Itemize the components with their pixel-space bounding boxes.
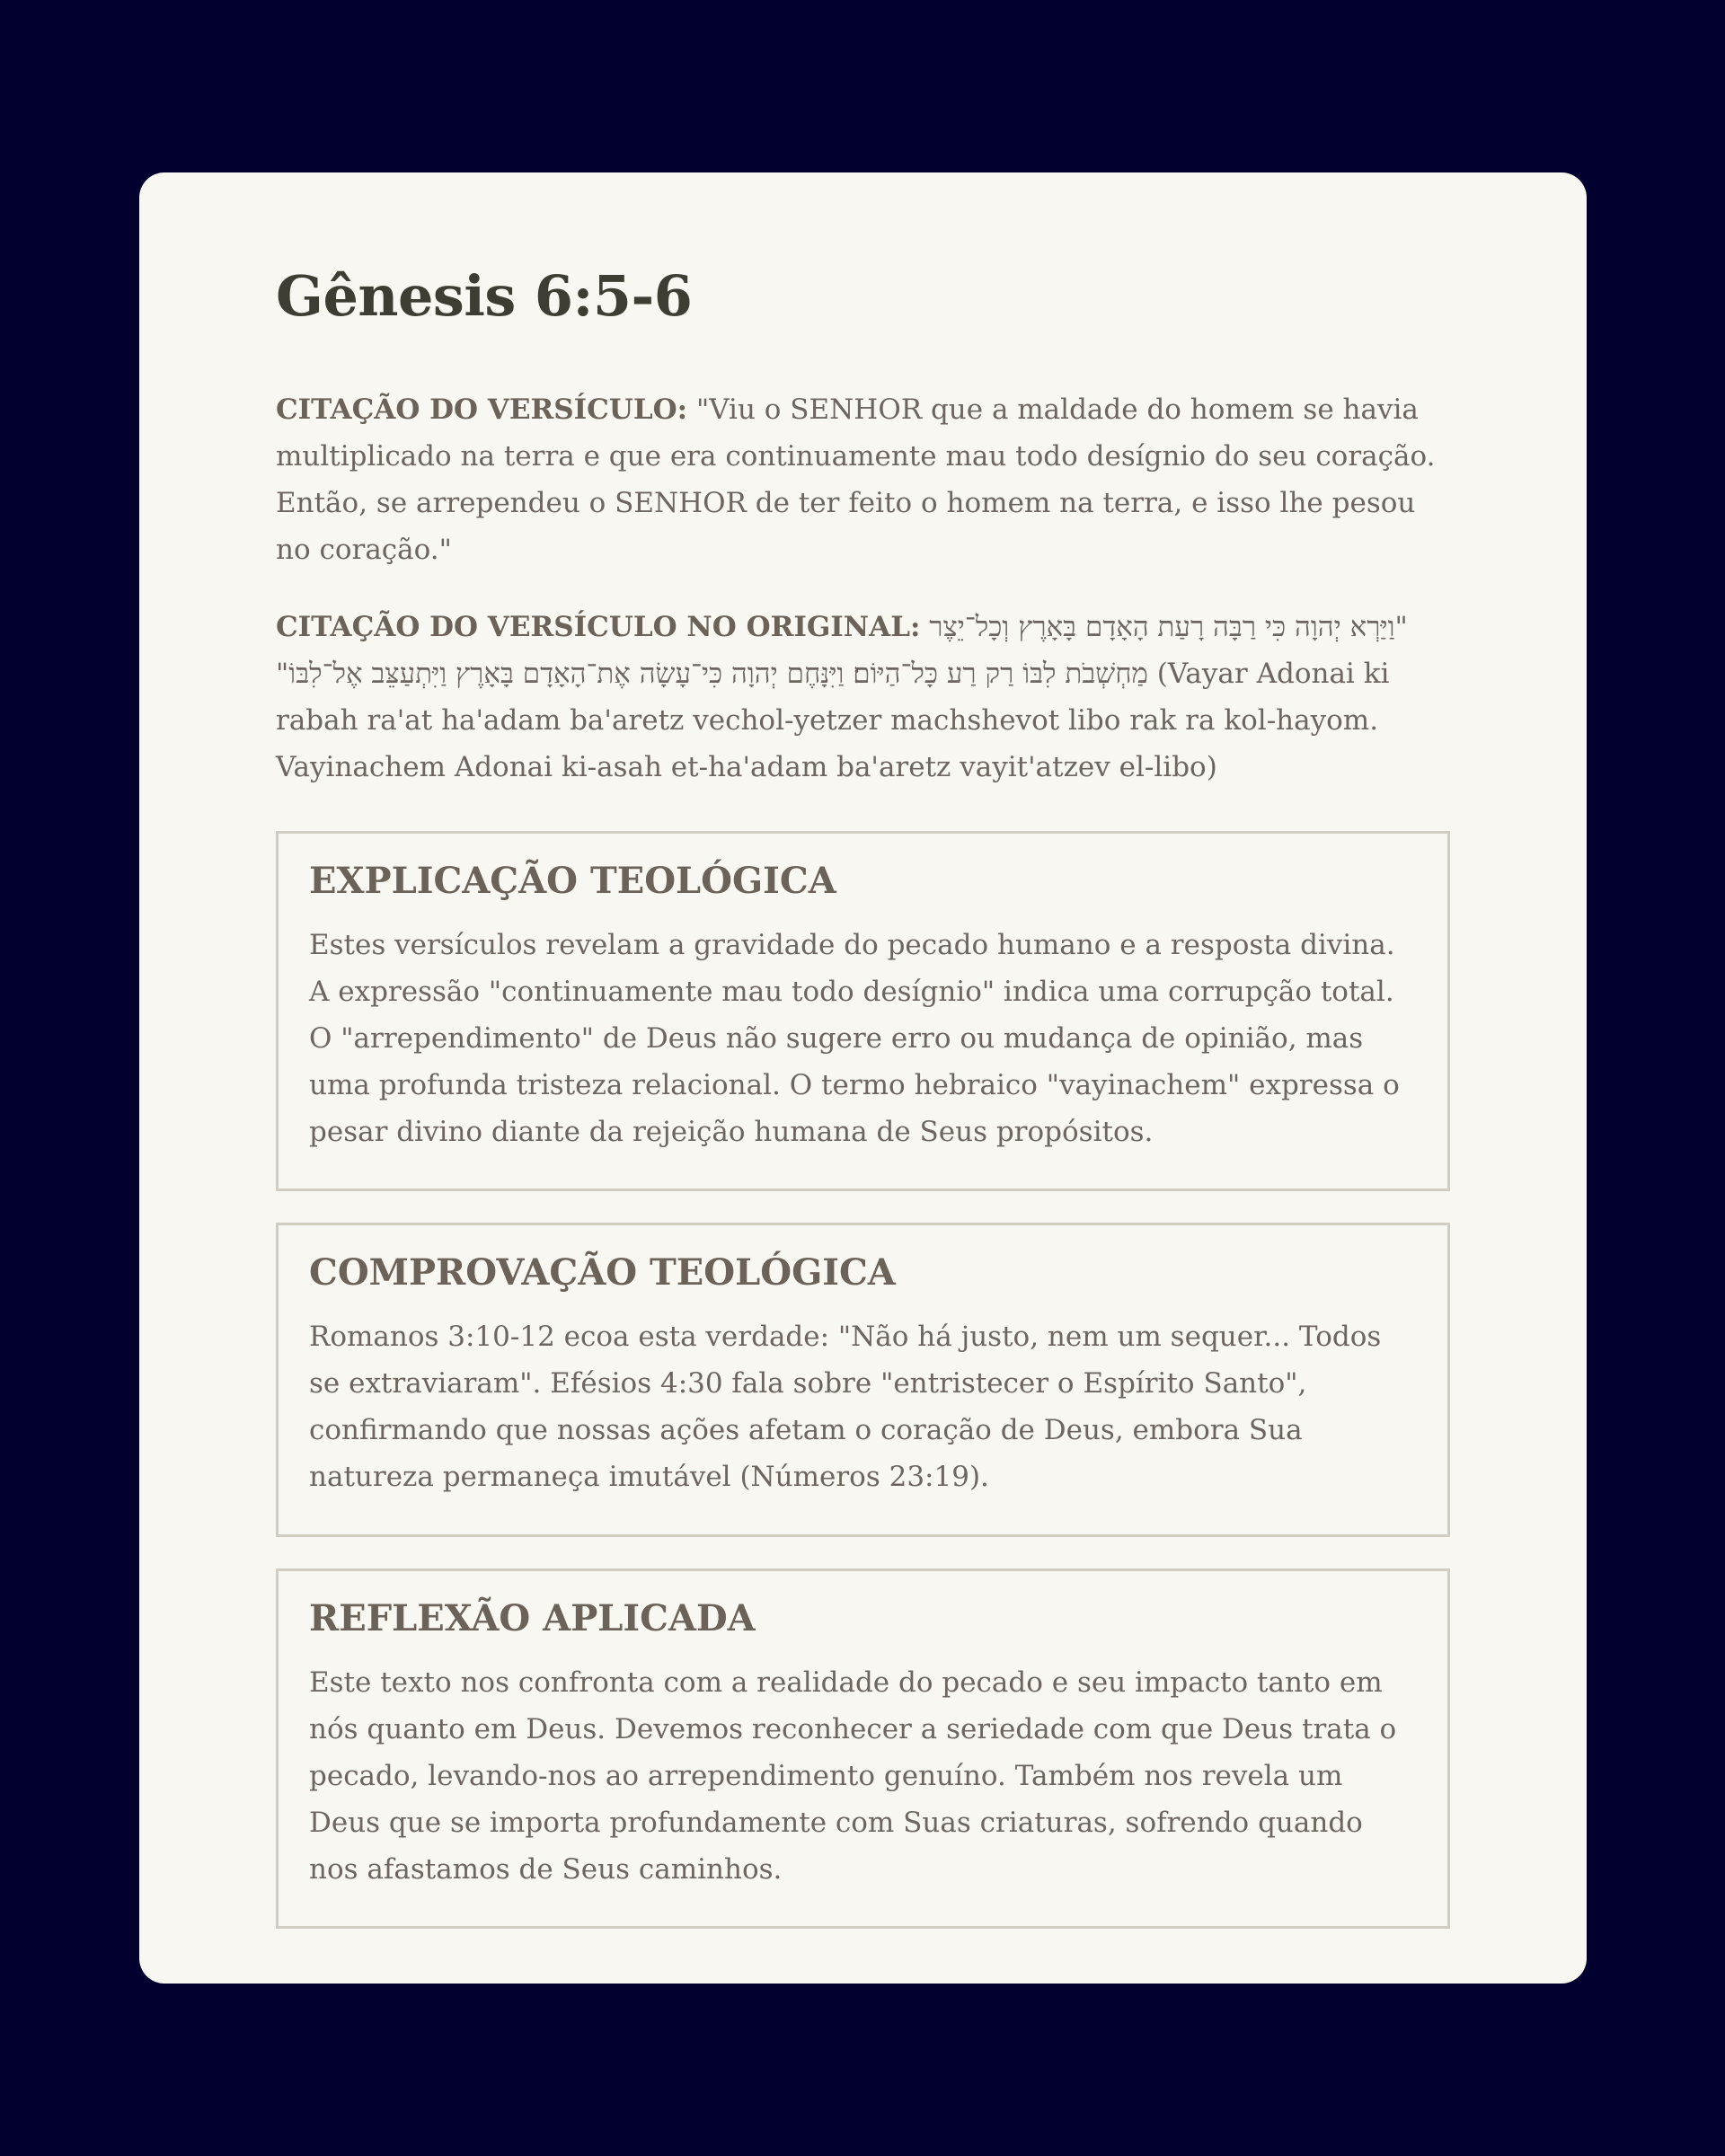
section-applied-reflection (276, 1568, 1450, 1929)
content-card (139, 172, 1587, 1984)
page-title: Gênesis 6:5-6 (276, 263, 693, 329)
hebrew-text: "וַיַּרְא יְהוָה כִּי רַבָּה רָעַת הָאָדָם בָּאָרֶץ וְכָל־יֵצֶר מַחְשְׁבֹת לִבּוֹ רַק רַע כָּל־הַיּוֹם׃ וַיִּנָּחֶם יְהוָה כִּי־עָשָׂה אֶת־הָאָדָם בָּאָרֶץ וַיִּתְעַצֵּב אֶל־לִבּוֹ" (276, 611, 1408, 690)
verse-citation-text: "Viu o SENHOR que a maldade do homem se havia multiplicado na terra e que era continuamente mau todo desígnio do seu coração. Então, se arrependeu o SENHOR de ter feito o homem na terra, e isso lhe pesou no coração." (276, 393, 1436, 566)
section-body: Romanos 3:10-12 ecoa esta verdade: "Não há justo, nem um sequer... Todos se extraviaram". Efésios 4:30 fala sobre "entristecer o Espírito Santo", confirmando que nossas ações afetam o coração de Deus, embora Sua natureza permaneça imutável (Números 23:19). (309, 1321, 1382, 1493)
section-body: Estes versículos revelam a gravidade do pecado humano e a resposta divina. A expressão "continuamente mau todo desígnio" indica uma corrupção total. O "arrependimento" de Deus não sugere erro ou mudança de opinião, mas uma profunda tristeza relacional. O termo hebraico "vayinachem" expressa o pesar divino diante da rejeição humana de Seus propósitos. (309, 929, 1400, 1148)
transliteration-text: (Vayar Adonai ki rabah ra'at ha'adam ba'aretz vechol-yetzer machshevot libo rak ra kol-hayom. Vayinachem Adonai ki-asah et-ha'adam ba'aretz vayit'atzev el-libo) (276, 658, 1390, 783)
original-citation (276, 604, 1450, 791)
original-citation-label: CITAÇÃO DO VERSÍCULO NO ORIGINAL: (276, 611, 921, 643)
section-title: REFLEXÃO APLICADA (309, 1597, 756, 1639)
section-title: COMPROVAÇÃO TEOLÓGICA (309, 1251, 896, 1294)
verse-citation (276, 386, 1450, 573)
section-title: EXPLICAÇÃO TEOLÓGICA (309, 860, 836, 902)
section-body: Este texto nos confronta com a realidade do pecado e seu impacto tanto em nós quanto em Deus. Devemos reconhecer a seriedade com que Deus trata o pecado, levando-nos ao arrependimento genuíno. Também nos revela um Deus que se importa profundamente com Suas criaturas, sofrendo quando nos afastamos de Seus caminhos. (309, 1666, 1397, 1886)
section-theological-proof (276, 1223, 1450, 1537)
verse-citation-label: CITAÇÃO DO VERSÍCULO: (276, 393, 688, 426)
section-theological-explanation (276, 831, 1450, 1191)
